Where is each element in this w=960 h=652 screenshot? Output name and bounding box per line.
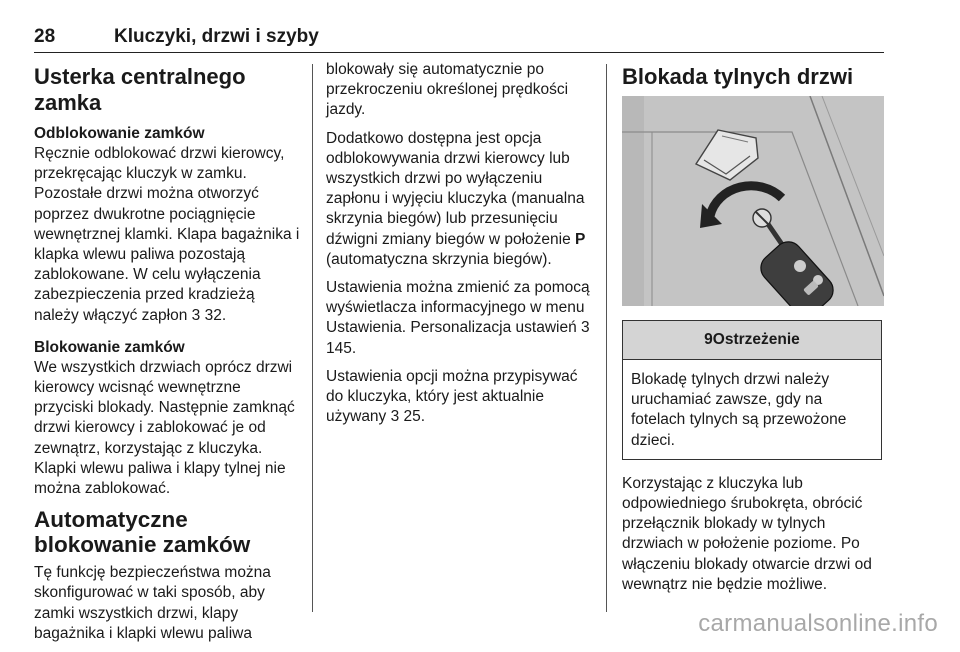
paragraph: Korzystając z kluczyka lub odpowiedniego śrubokręta, obrócić przełącznik blokady w tylnych drzwiach w położenie poziome. Po włączeniu blokady otwarcie drzwi od wewnątrz nie będzie możliwe. xyxy=(622,474,872,593)
section-title: Usterka centralnego zamka xyxy=(34,64,246,115)
column-right xyxy=(622,60,884,603)
watermark: carmanualsonline.info xyxy=(698,610,938,637)
column-left xyxy=(34,60,300,652)
paragraph: Ustawienia można zmienić za pomocą wyświetlacza informacyjnego w menu Ustawienia. Personalizacja ustawień 3 145. xyxy=(326,279,590,357)
paragraph: We wszystkich drzwiach oprócz drzwi kierowcy wcisnąć wewnętrzne przyciski blokady. Następnie zamknąć drzwi kierowcy i zablokować je od zewnątrz, korzystając z kluczyka. Klapki wlewu paliwa i klapy tylnej nie można zablokować. xyxy=(34,358,295,498)
paragraph: Tę funkcję bezpieczeństwa można skonfigurować w taki sposób, aby zamki wszystkich drzwi, klapy bagażnika i klapki wlewu paliwa xyxy=(34,564,271,642)
warning-box xyxy=(622,320,882,460)
column-middle xyxy=(326,60,592,435)
page-number: 28 xyxy=(34,26,56,47)
warning-header xyxy=(623,321,881,360)
paragraph: Ręcznie odblokować drzwi kierowcy, przekręcając kluczyk w zamku. Pozostałe drzwi można otworzyć poprzez dwukrotne pociągnięcie wewnętrznej klamki. Klapa bagażnika i klapka wlewu paliwa pozostają zablokowane. W celu wyłączenia zabezpieczenia przed kradzieżą należy włączyć zapłon 3 32. xyxy=(34,145,300,324)
column-divider xyxy=(606,64,607,612)
door-lock-drawing xyxy=(622,96,884,306)
paragraph: blokowały się automatycznie po przekroczeniu określonej prędkości jazdy. xyxy=(326,61,569,119)
paragraph: Dodatkowo dostępna jest opcja odblokowywania drzwi kierowcy lub wszystkich drzwi po wyłączeniu zapłonu i wyjęciu kluczyka (manualna skrzynia biegów) lub przesunięciu dźwigni zmiany biegów w położenie P (automatyczna skrzynia biegów). xyxy=(326,129,586,268)
subsection-title: Odblokowanie zamków xyxy=(34,125,205,142)
page-header xyxy=(34,26,884,53)
page-reference[interactable]: 3 25. xyxy=(390,408,426,426)
page-reference[interactable]: 3 145. xyxy=(326,319,590,357)
warning-icon: 9 xyxy=(704,331,713,348)
column-divider xyxy=(312,64,313,612)
page-reference[interactable]: 3 32. xyxy=(191,306,227,324)
door-lock-illustration xyxy=(622,96,884,306)
section-title: Automatyczne blokowanie zamków xyxy=(34,507,251,558)
section-title: Blokada tylnych drzwi xyxy=(622,64,854,89)
paragraph: Ustawienia opcji można przypisywać do kluczyka, który jest aktualnie używany 3 25. xyxy=(326,367,578,426)
warning-title: Ostrzeżenie xyxy=(712,331,800,348)
subsection-title: Blokowanie zamków xyxy=(34,338,185,356)
gear-position: P xyxy=(575,230,586,248)
warning-text: Blokadę tylnych drzwi należy uruchamiać zawsze, gdy na fotelach tylnych są przewożone dzieci. xyxy=(631,371,847,449)
chapter-title: Kluczyki, drzwi i szyby xyxy=(114,26,319,47)
